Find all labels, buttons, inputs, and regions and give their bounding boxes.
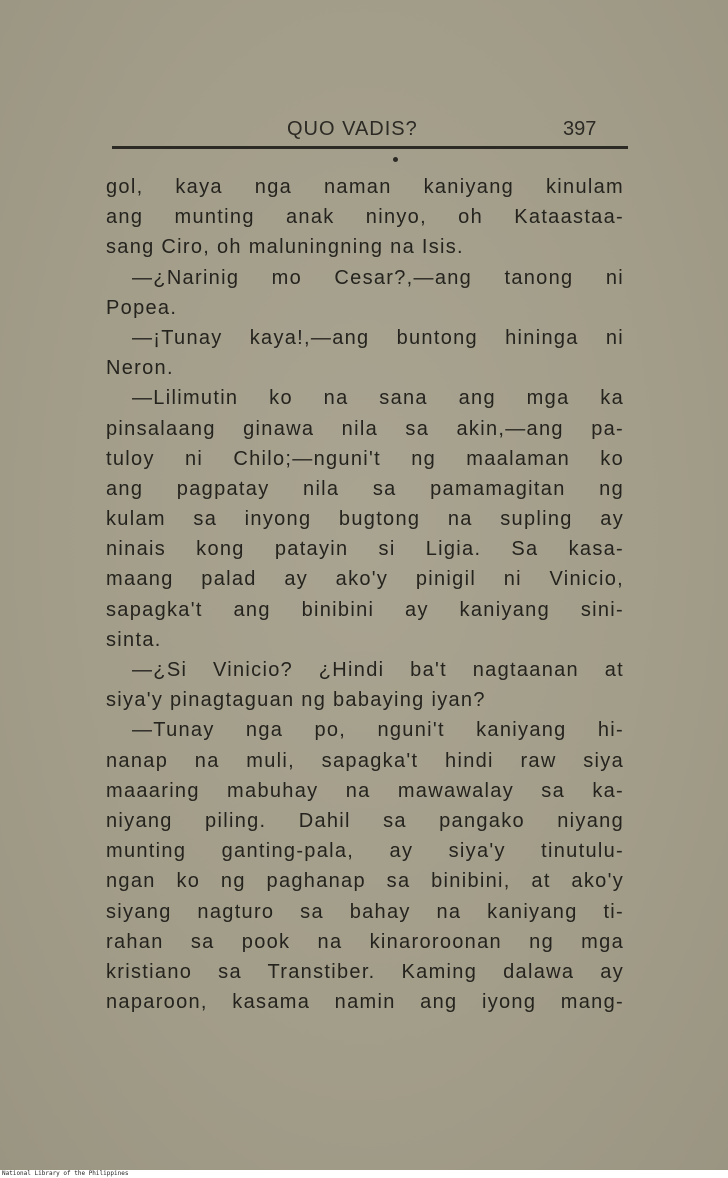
body-text [106, 172, 624, 1017]
text-line: sinta. [106, 628, 162, 651]
text-line: —¿Si Vinicio? ¿Hindi ba't nagtaanan at [132, 659, 624, 681]
text-line: ang munting anak ninyo, oh Kataastaa- [106, 206, 624, 229]
text-line: tuloy ni Chilo;—nguni't ng maalaman ko [106, 447, 624, 470]
text-line: nanap na muli, sapagka't hindi raw siya [106, 749, 624, 772]
text-line: —Tunay nga po, nguni't kaniyang hi- [132, 719, 624, 742]
text-line: gol, kaya nga naman kaniyang kinulam [106, 176, 624, 198]
text-line: —¿Narinig mo Cesar?,—ang tanong ni [132, 266, 624, 289]
text-line: kulam sa inyong bugtong na supling ay [106, 508, 624, 531]
text-line: ninais kong patayin si Ligia. Sa kasa- [106, 538, 624, 561]
text-line: maaaring mabuhay na mawawalay sa ka- [106, 779, 624, 802]
text-line: pinsalaang ginawa nila sa akin,—ang pa- [106, 417, 624, 440]
ornament-dot [393, 157, 398, 162]
text-line: rahan sa pook na kinaroroonan ng mga [106, 930, 624, 953]
text-line: siyang nagturo sa bahay na kaniyang ti- [106, 900, 624, 923]
text-line: Popea. [106, 296, 178, 319]
text-line: ngan ko ng paghanap sa binibini, at ako'y [106, 870, 624, 893]
text-line: —¡Tunay kaya!,—ang buntong hininga ni [132, 326, 624, 349]
text-line: kristiano sa Transtiber. Kaming dalawa ay [106, 960, 624, 983]
page-number: 397 [563, 118, 597, 140]
text-line: naparoon, kasama namin ang iyong mang- [106, 991, 624, 1014]
library-credit: National Library of the Philippines [2, 1170, 129, 1177]
text-line: Neron. [106, 357, 174, 380]
text-line: —Lilimutin ko na sana ang mga ka [132, 387, 624, 410]
running-title: QUO VADIS? [287, 118, 418, 140]
header-rule [112, 146, 628, 149]
text-line: niyang piling. Dahil sa pangako niyang [106, 809, 624, 832]
text-line: maang palad ay ako'y pinigil ni Vinicio, [106, 568, 624, 591]
text-line: sang Ciro, oh maluningning na Isis. [106, 236, 464, 259]
text-line: siya'y pinagtaguan ng babaying iyan? [106, 689, 486, 712]
text-line: sapagka't ang binibini ay kaniyang sini- [106, 598, 624, 621]
text-line: ang pagpatay nila sa pamamagitan ng [106, 477, 624, 500]
text-line: munting ganting-pala, ay siya'y tinutulu- [106, 840, 624, 863]
